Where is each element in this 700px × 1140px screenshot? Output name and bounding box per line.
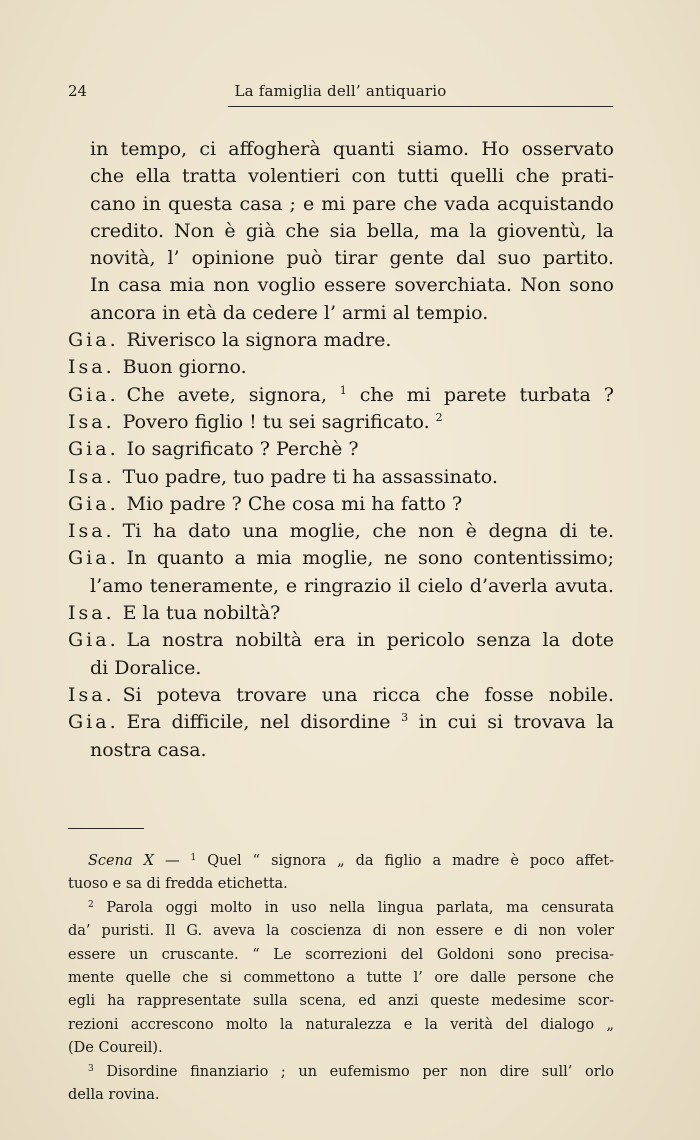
- footnote-1: [68, 850, 614, 873]
- speech-text: Riverisco la signora madre.: [126, 329, 392, 352]
- speech-text: Buon giorno.: [122, 356, 247, 379]
- dialogue-line: [68, 491, 614, 518]
- speech-text: [127, 709, 614, 736]
- speech-text: La nostra nobiltà era in pericolo senza la dote: [126, 629, 614, 652]
- dialogue-continuation: l’amo teneramente, e ringrazio il cielo d’averla avuta.: [90, 574, 614, 597]
- speaker-label: Gia.: [68, 438, 119, 461]
- speaker-label: Gia.: [68, 711, 119, 734]
- speaker-label: Gia.: [68, 329, 119, 352]
- footnote-line: egli ha rappresentate sulla scena, ed anzi queste medesime scor-: [68, 993, 614, 1010]
- footnote-line: da’ puristi. Il G. aveva la coscienza di non essere e di non voler: [68, 923, 614, 940]
- dialogue-line: [68, 600, 614, 627]
- text-line: novità, l’ opinione può tirar gente dal suo partito.: [90, 247, 614, 270]
- dialogue-line: [68, 327, 614, 354]
- speech-text: Si poteva trovare una ricca che fosse nobile.: [122, 683, 614, 706]
- text-line: in tempo, ci affogherà quanti siamo. Ho osservato: [90, 138, 614, 160]
- footnote-line: rezioni accrescono molto la naturalezza e la verità del dialogo „: [68, 1016, 614, 1033]
- speaker-label: Gia.: [68, 629, 119, 652]
- speech-text: Mio padre ? Che cosa mi ha fatto ?: [126, 492, 463, 515]
- speech-text-part: Che avete, signora,: [126, 383, 327, 406]
- dialogue-line: [68, 518, 614, 545]
- speech-text: Ti ha dato una moglie, che non è degna di te.: [122, 520, 614, 543]
- speech-text-part: Era difficile, nel disordine: [126, 711, 391, 734]
- dialogue-continuation: nostra casa.: [90, 738, 207, 761]
- speech-text: Tuo padre, tuo padre ti ha assassinato.: [122, 465, 498, 488]
- text-line: cano in questa casa ; e mi pare che vada acquistando: [90, 192, 614, 215]
- speech-text: E la tua nobiltà?: [122, 602, 281, 625]
- speaker-label: Isa.: [68, 465, 115, 488]
- dialogue-line: [68, 409, 614, 436]
- dialogue-line: [68, 627, 614, 654]
- footnote-number: 3: [88, 1063, 94, 1074]
- scene-label: Scena X —: [88, 853, 180, 869]
- footnote-rule: [68, 828, 144, 829]
- speaker-label: Gia.: [68, 492, 119, 515]
- speaker-label: Gia.: [68, 383, 119, 406]
- page-header: [68, 82, 613, 108]
- speaker-label: Gia.: [68, 547, 119, 570]
- dialogue-line: [68, 464, 614, 491]
- speaker-label: Isa.: [68, 520, 115, 543]
- dialogue-line: [68, 545, 614, 572]
- dialogue-line: [68, 682, 614, 709]
- footnote-number: 1: [190, 853, 197, 863]
- footnote-number: 2: [88, 899, 94, 910]
- speaker-label: Isa.: [68, 356, 115, 379]
- dialogue-line: [68, 354, 614, 381]
- footnote-line: tuoso e sa di fredda etichetta.: [68, 876, 288, 893]
- footnote-line: (De Coureil).: [68, 1040, 163, 1057]
- speaker-label: Isa.: [68, 410, 115, 433]
- footnote-line: mente quelle che si commettono a tutte l’ ore dalle persone che: [68, 970, 614, 987]
- footnotes: [68, 850, 614, 1107]
- speaker-label: Isa.: [68, 602, 115, 625]
- footnote-marker: 1: [339, 383, 347, 397]
- footnote-line: della rovina.: [68, 1087, 160, 1104]
- dialogue-line: [68, 382, 614, 409]
- running-title: La famiglia dell’ antiquario: [234, 82, 447, 100]
- footnote-marker: 2: [435, 410, 443, 424]
- main-text: [68, 136, 614, 764]
- text-line: ancora in età da cedere l’ armi al tempio.: [90, 301, 489, 324]
- speech-text-part: che mi parete turbata ?: [359, 383, 614, 406]
- text-line: In casa mia non voglio essere soverchiata. Non sono: [90, 274, 614, 297]
- footnote-2: [68, 897, 614, 920]
- speech-text: Io sagrificato ? Perchè ?: [126, 438, 359, 461]
- footnote-line: essere un cruscante. “ Le scorrezioni del Goldoni sono precisa-: [68, 946, 614, 963]
- speech-text: In quanto a mia moglie, ne sono contentissimo;: [126, 547, 614, 570]
- dialogue-line: [68, 436, 614, 463]
- footnote-text: Disordine finanziario ; un eufemismo per non dire sull’ orlo: [106, 1063, 614, 1080]
- speech-text-part: in cui si trovava la: [418, 711, 614, 734]
- text-line: che ella tratta volentieri con tutti quelli che prati-: [90, 165, 614, 188]
- dialogue-continuation: di Doralice.: [90, 656, 202, 679]
- speaker-label: Isa.: [68, 683, 115, 706]
- header-rule: [228, 106, 613, 107]
- page-number: 24: [68, 82, 88, 100]
- speech-text: [127, 382, 614, 409]
- text-line: credito. Non è già che sia bella, ma la gioventù, la: [90, 219, 614, 242]
- footnote-text: Parola oggi molto in uso nella lingua parlata, ma censurata: [106, 899, 615, 916]
- footnote-marker: 3: [401, 711, 409, 725]
- footnote-text: Quel “ signora „ da figlio a madre è poco affet-: [207, 853, 615, 869]
- speech-text-part: Povero figlio ! tu sei sagrificato.: [122, 410, 430, 433]
- speech-text: [123, 409, 614, 436]
- footnote-3: [68, 1061, 614, 1084]
- dialogue-line: [68, 709, 614, 736]
